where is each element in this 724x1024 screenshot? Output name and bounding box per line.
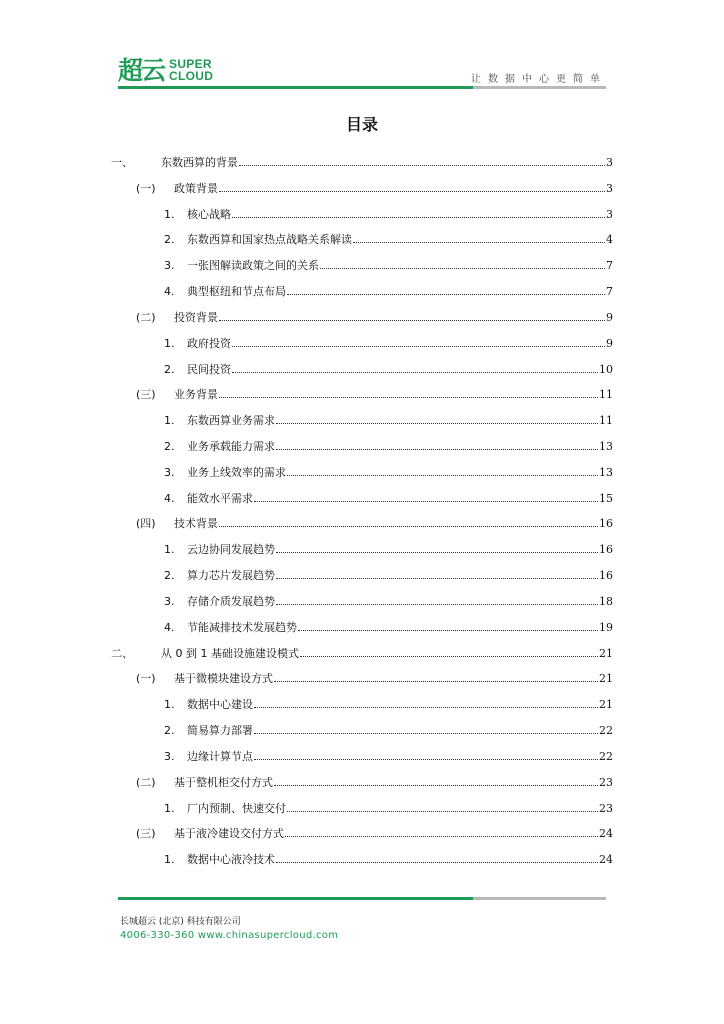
toc-leader-dots: [219, 525, 598, 527]
toc-entry-number: 1.: [164, 414, 175, 428]
toc-entry-page: 7: [606, 285, 613, 299]
toc-entry-label: 核心战略: [187, 207, 231, 221]
toc-entry-page: 4: [606, 233, 613, 247]
toc-entry-label: 东数西算和国家热点战略关系解读: [187, 233, 352, 247]
toc-entry-label: 云边协同发展趋势: [187, 543, 275, 557]
toc-entry-page: 3: [606, 181, 613, 195]
toc-entry-page: 16: [599, 517, 613, 531]
toc-entry-label: 业务承载能力需求: [187, 440, 275, 454]
toc-entry-label: 基于液冷建设交付方式: [174, 827, 284, 841]
toc-entry-page: 16: [599, 569, 613, 583]
toc-leader-dots: [219, 190, 605, 192]
toc-entry[interactable]: [164, 463, 613, 479]
toc-entry-number: (二): [136, 775, 156, 789]
header-rule-green: [118, 86, 473, 89]
toc-entry-page: 21: [599, 672, 613, 686]
toc-entry-number: 2.: [164, 233, 175, 247]
toc-entry-page: 3: [606, 156, 613, 169]
toc-entry-number: 2.: [164, 724, 175, 738]
logo-mark: 超云: [118, 55, 165, 85]
toc-leader-dots: [353, 241, 605, 243]
toc-leader-dots: [320, 267, 605, 269]
toc-entry-page: 22: [599, 749, 613, 763]
toc-entry-page: 9: [606, 336, 613, 350]
toc-entry-number: 4.: [164, 285, 175, 299]
toc-entry-label: 节能减排技术发展趋势: [187, 620, 297, 634]
toc-entry-label: 投资背景: [174, 310, 218, 324]
toc-entry-number: 1.: [164, 853, 175, 867]
toc-entry-number: 3.: [164, 749, 175, 763]
toc-entry-label: 业务背景: [174, 388, 218, 402]
footer-rule-gray: [473, 897, 606, 900]
toc-entry-number: 1.: [164, 336, 175, 350]
toc-entry-number: 3.: [164, 465, 175, 479]
toc-leader-dots: [219, 396, 598, 398]
header-tagline: 让数据中心更简单: [471, 74, 607, 85]
toc-entry[interactable]: [164, 695, 613, 712]
toc-entry-page: 11: [599, 414, 613, 428]
toc-leader-dots: [254, 732, 598, 734]
toc-entry-page: 15: [599, 491, 613, 505]
toc-entry-label: 技术背景: [174, 517, 218, 531]
toc-entry-label: 从 0 到 1 基础设施建设模式: [161, 646, 299, 660]
company-logo: [118, 55, 213, 85]
toc-entry[interactable]: [164, 360, 613, 376]
toc-entry-label: 基于微模块建设方式: [174, 672, 273, 686]
toc-entry-number: 2.: [164, 569, 175, 583]
toc-leader-dots: [298, 629, 598, 631]
toc-entry-page: 24: [599, 853, 613, 867]
toc-entry-number: 4.: [164, 491, 175, 505]
toc-leader-dots: [254, 706, 598, 708]
toc-entry[interactable]: [136, 385, 613, 402]
toc-entry[interactable]: [164, 411, 613, 428]
toc-entry-label: 政策背景: [174, 181, 218, 195]
toc-entry-label: 数据中心建设: [187, 698, 253, 712]
toc-entry-page: 13: [599, 440, 613, 454]
toc-leader-dots: [287, 810, 598, 812]
toc-entry-label: 厂内预制、快速交付: [187, 801, 286, 815]
toc-entry-label: 东数西算的背景: [161, 156, 238, 169]
toc-entry-number: 4.: [164, 620, 175, 634]
toc-entry-number: (一): [136, 672, 156, 686]
toc-entry[interactable]: [164, 799, 613, 815]
toc-entry-number: 一、: [111, 156, 133, 169]
toc-entry-number: (四): [136, 517, 156, 531]
footer-company: 长城超云 (北京) 科技有限公司: [120, 917, 241, 927]
logo-wordmark: [169, 58, 213, 82]
logo-line-2: CLOUD: [169, 69, 214, 83]
toc-entry-label: 数据中心液冷技术: [187, 853, 275, 867]
toc-entry[interactable]: [164, 230, 613, 247]
toc-entry-number: 3.: [164, 259, 175, 273]
toc-entry[interactable]: [164, 205, 613, 221]
toc-entry[interactable]: [164, 618, 613, 634]
toc-entry[interactable]: [164, 256, 613, 273]
toc-entry-number: 1.: [164, 543, 175, 557]
logo-line-1: SUPER: [169, 57, 212, 71]
toc-entry[interactable]: [111, 153, 613, 169]
toc-entry-page: 23: [599, 775, 613, 789]
toc-entry-number: (二): [136, 310, 156, 324]
toc-entry[interactable]: [164, 747, 613, 763]
toc-entry[interactable]: [164, 489, 613, 505]
toc-leader-dots: [232, 371, 598, 373]
toc-entry-number: 二、: [111, 646, 133, 660]
toc-entry-page: 11: [599, 388, 613, 402]
toc-entry[interactable]: [164, 850, 613, 867]
toc-entry[interactable]: [136, 669, 613, 686]
toc-entry[interactable]: [111, 644, 613, 660]
toc-entry-number: 2.: [164, 362, 175, 376]
toc-entry[interactable]: [164, 540, 613, 557]
toc-entry-number: 1.: [164, 207, 175, 221]
toc-entry-number: 3.: [164, 594, 175, 608]
toc-entry-number: (一): [136, 181, 156, 195]
toc-entry-page: 22: [599, 724, 613, 738]
toc-entry-page: 13: [599, 465, 613, 479]
toc-leader-dots: [239, 164, 605, 166]
toc-leader-dots: [276, 551, 598, 553]
toc-entry[interactable]: [164, 592, 613, 608]
toc-leader-dots: [254, 500, 598, 502]
toc-leader-dots: [274, 680, 598, 682]
toc-entry-page: 16: [599, 543, 613, 557]
toc-entry-label: 简易算力部署: [187, 724, 253, 738]
toc-entry[interactable]: [136, 308, 613, 324]
toc-entry-page: 7: [606, 259, 613, 273]
toc-leader-dots: [219, 319, 605, 321]
toc-leader-dots: [276, 603, 598, 605]
toc-entry-page: 21: [599, 646, 613, 660]
toc-entry[interactable]: [136, 824, 613, 841]
toc-entry-page: 19: [599, 620, 613, 634]
toc-leader-dots: [285, 835, 598, 837]
toc-leader-dots: [300, 655, 598, 657]
toc-entry-label: 业务上线效率的需求: [187, 465, 286, 479]
toc-entry-label: 一张图解读政策之间的关系: [187, 259, 319, 273]
toc-entry-label: 能效水平需求: [187, 491, 253, 505]
toc-entry-number: 1.: [164, 801, 175, 815]
toc-entry-label: 东数西算业务需求: [187, 414, 275, 428]
toc-entry-page: 23: [599, 801, 613, 815]
toc-entry-number: (三): [136, 827, 156, 841]
toc-entry-label: 政府投资: [187, 336, 231, 350]
header-rule-gray: [473, 86, 606, 89]
toc-entry[interactable]: [164, 334, 613, 350]
toc-leader-dots: [276, 448, 598, 450]
toc-entry-number: 1.: [164, 698, 175, 712]
toc-entry-label: 算力芯片发展趋势: [187, 569, 275, 583]
toc-leader-dots: [254, 758, 598, 760]
toc-entry[interactable]: [136, 179, 613, 195]
toc-leader-dots: [274, 784, 598, 786]
toc-entry-label: 民间投资: [187, 362, 231, 376]
toc-leader-dots: [232, 345, 605, 347]
footer-rule-green: [118, 897, 473, 900]
toc-leader-dots: [287, 474, 598, 476]
toc-entry[interactable]: [136, 514, 613, 531]
toc-entry-page: 24: [599, 827, 613, 841]
toc-leader-dots: [232, 216, 605, 218]
toc-entry[interactable]: [164, 721, 613, 738]
toc-entry-page: 21: [599, 698, 613, 712]
toc-leader-dots: [276, 577, 598, 579]
toc-entry-label: 典型枢纽和节点布局: [187, 285, 286, 299]
toc-entry-page: 9: [606, 310, 613, 324]
toc-entry[interactable]: [164, 437, 613, 454]
toc-entry-number: 2.: [164, 440, 175, 454]
toc-entry[interactable]: [164, 282, 613, 299]
toc-entry-number: (三): [136, 388, 156, 402]
toc-entry[interactable]: [164, 566, 613, 583]
toc-leader-dots: [276, 422, 598, 424]
toc-entry[interactable]: [136, 773, 613, 789]
toc-entry-page: 3: [606, 207, 613, 221]
toc-entry-label: 基于整机柜交付方式: [174, 775, 273, 789]
toc-entry-label: 边缘计算节点: [187, 749, 253, 763]
footer-contact: 4006-330-360 www.chinasupercloud.com: [120, 930, 339, 941]
toc-entry-page: 10: [599, 362, 613, 376]
toc-leader-dots: [287, 293, 605, 295]
toc-entry-label: 存储介质发展趋势: [187, 594, 275, 608]
toc-entry-page: 18: [599, 594, 613, 608]
page-title: 目录: [345, 115, 378, 134]
toc-leader-dots: [276, 861, 598, 863]
